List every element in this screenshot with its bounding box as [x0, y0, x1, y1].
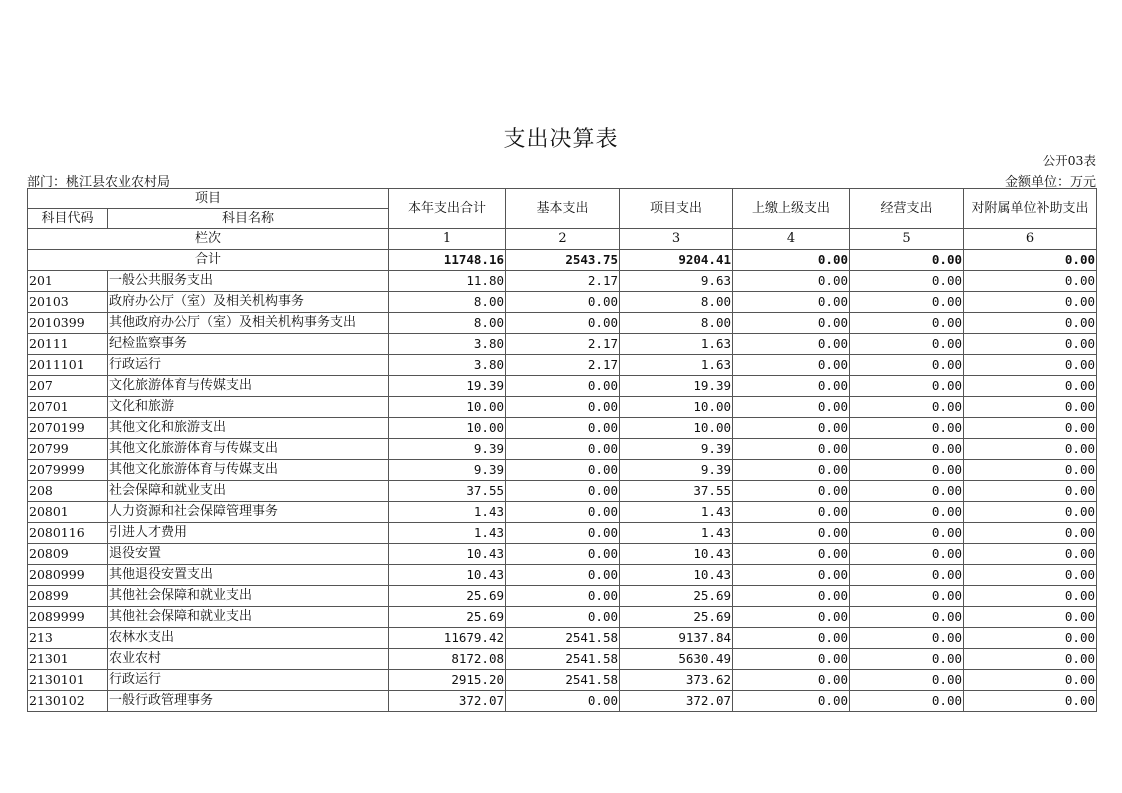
subject-name-cell: 其他政府办公厅（室）及相关机构事务支出	[108, 313, 389, 334]
table-row	[28, 355, 1097, 376]
subject-name-cell: 其他文化旅游体育与传媒支出	[108, 439, 389, 460]
amount-cell: 1.43	[389, 502, 506, 523]
amount-cell: 9.39	[389, 439, 506, 460]
amount-cell: 0.00	[850, 271, 964, 292]
amount-cell: 0.00	[850, 502, 964, 523]
amount-cell: 1.43	[620, 523, 733, 544]
column-index-cell: 5	[850, 229, 964, 250]
table-row	[28, 376, 1097, 397]
amount-cell: 25.69	[389, 586, 506, 607]
amount-cell: 0.00	[506, 418, 620, 439]
page-title: 支出决算表	[503, 127, 619, 152]
amount-cell: 0.00	[964, 313, 1097, 334]
amount-cell: 0.00	[964, 334, 1097, 355]
table-row	[28, 481, 1097, 502]
amount-cell: 3.80	[389, 355, 506, 376]
column-index-row	[28, 229, 1097, 250]
amount-cell: 10.00	[389, 418, 506, 439]
amount-cell: 0.00	[964, 439, 1097, 460]
amount-cell: 0.00	[850, 670, 964, 691]
table-row	[28, 544, 1097, 565]
subject-name-cell: 退役安置	[108, 544, 389, 565]
subject-name-cell: 纪检监察事务	[108, 334, 389, 355]
subject-code-cell: 20103	[28, 292, 108, 313]
amount-cell: 0.00	[733, 439, 850, 460]
subject-name-cell: 人力资源和社会保障管理事务	[108, 502, 389, 523]
form-number: 公开03表	[1042, 153, 1096, 168]
amount-cell: 0.00	[506, 502, 620, 523]
amount-cell: 0.00	[964, 460, 1097, 481]
amount-cell: 0.00	[733, 271, 850, 292]
amount-cell: 0.00	[733, 397, 850, 418]
amount-cell: 0.00	[733, 481, 850, 502]
column-index-label: 栏次	[28, 229, 389, 250]
subject-code-cell: 2011101	[28, 355, 108, 376]
amount-cell: 10.43	[620, 544, 733, 565]
amount-cell: 9.39	[389, 460, 506, 481]
total-cell: 2543.75	[506, 250, 620, 271]
expenditure-table	[27, 188, 1097, 712]
amount-cell: 0.00	[733, 460, 850, 481]
subject-name-cell: 一般行政管理事务	[108, 691, 389, 712]
amount-cell: 2541.58	[506, 649, 620, 670]
amount-cell: 0.00	[850, 544, 964, 565]
subject-code-cell: 20809	[28, 544, 108, 565]
amount-cell: 9137.84	[620, 628, 733, 649]
header-total: 本年支出合计	[389, 189, 506, 229]
subject-code-cell: 2130101	[28, 670, 108, 691]
subject-code-cell: 20899	[28, 586, 108, 607]
amount-cell: 372.07	[389, 691, 506, 712]
table-row	[28, 649, 1097, 670]
amount-cell: 0.00	[506, 439, 620, 460]
unit-label: 金额单位：万元	[1004, 175, 1096, 190]
amount-cell: 8172.08	[389, 649, 506, 670]
subject-code-cell: 2010399	[28, 313, 108, 334]
amount-cell: 10.43	[389, 565, 506, 586]
amount-cell: 0.00	[964, 691, 1097, 712]
amount-cell: 0.00	[506, 544, 620, 565]
amount-cell: 0.00	[964, 481, 1097, 502]
amount-cell: 8.00	[620, 313, 733, 334]
subject-name-cell: 一般公共服务支出	[108, 271, 389, 292]
table-row	[28, 628, 1097, 649]
subject-code-cell: 2080999	[28, 565, 108, 586]
header-basic: 基本支出	[506, 189, 620, 229]
table-row	[28, 271, 1097, 292]
subject-code-cell: 2089999	[28, 607, 108, 628]
amount-cell: 37.55	[389, 481, 506, 502]
total-cell: 0.00	[964, 250, 1097, 271]
amount-cell: 0.00	[506, 313, 620, 334]
amount-cell: 2541.58	[506, 628, 620, 649]
amount-cell: 0.00	[964, 670, 1097, 691]
amount-cell: 10.00	[620, 397, 733, 418]
header-item: 项目	[28, 189, 389, 209]
amount-cell: 25.69	[389, 607, 506, 628]
amount-cell: 0.00	[850, 649, 964, 670]
amount-cell: 0.00	[506, 397, 620, 418]
amount-cell: 0.00	[850, 523, 964, 544]
table-row	[28, 586, 1097, 607]
amount-cell: 0.00	[506, 376, 620, 397]
amount-cell: 0.00	[506, 523, 620, 544]
subject-code-cell: 208	[28, 481, 108, 502]
amount-cell: 10.00	[389, 397, 506, 418]
column-index-cell: 3	[620, 229, 733, 250]
subject-name-cell: 行政运行	[108, 670, 389, 691]
amount-cell: 8.00	[620, 292, 733, 313]
amount-cell: 19.39	[389, 376, 506, 397]
amount-cell: 0.00	[733, 313, 850, 334]
amount-cell: 0.00	[964, 418, 1097, 439]
amount-cell: 0.00	[964, 607, 1097, 628]
subject-code-cell: 2070199	[28, 418, 108, 439]
table-row	[28, 691, 1097, 712]
amount-cell: 0.00	[733, 418, 850, 439]
subject-name-cell: 其他退役安置支出	[108, 565, 389, 586]
subject-code-cell: 2130102	[28, 691, 108, 712]
subject-name-cell: 其他社会保障和就业支出	[108, 607, 389, 628]
amount-cell: 0.00	[506, 481, 620, 502]
table-row	[28, 670, 1097, 691]
amount-cell: 0.00	[850, 565, 964, 586]
department-label: 部门：桃江县农业农村局	[27, 175, 171, 190]
amount-cell: 10.43	[389, 544, 506, 565]
amount-cell: 0.00	[964, 355, 1097, 376]
subject-name-cell: 农林水支出	[108, 628, 389, 649]
amount-cell: 373.62	[620, 670, 733, 691]
amount-cell: 0.00	[850, 313, 964, 334]
amount-cell: 0.00	[850, 376, 964, 397]
subject-code-cell: 201	[28, 271, 108, 292]
amount-cell: 0.00	[964, 271, 1097, 292]
amount-cell: 2.17	[506, 355, 620, 376]
column-index-cell: 2	[506, 229, 620, 250]
total-cell: 11748.16	[389, 250, 506, 271]
table-row	[28, 334, 1097, 355]
amount-cell: 0.00	[506, 607, 620, 628]
subject-code-cell: 20801	[28, 502, 108, 523]
amount-cell: 0.00	[506, 460, 620, 481]
amount-cell: 0.00	[506, 691, 620, 712]
header-name: 科目名称	[108, 209, 389, 229]
amount-cell: 0.00	[733, 586, 850, 607]
amount-cell: 372.07	[620, 691, 733, 712]
table-row	[28, 565, 1097, 586]
amount-cell: 0.00	[964, 586, 1097, 607]
table-row	[28, 439, 1097, 460]
amount-cell: 0.00	[506, 565, 620, 586]
amount-cell: 0.00	[850, 397, 964, 418]
column-index-cell: 6	[964, 229, 1097, 250]
amount-cell: 2915.20	[389, 670, 506, 691]
amount-cell: 1.63	[620, 355, 733, 376]
amount-cell: 0.00	[964, 523, 1097, 544]
amount-cell: 1.63	[620, 334, 733, 355]
amount-cell: 0.00	[850, 481, 964, 502]
total-cell: 0.00	[850, 250, 964, 271]
subject-name-cell: 社会保障和就业支出	[108, 481, 389, 502]
amount-cell: 0.00	[964, 292, 1097, 313]
amount-cell: 37.55	[620, 481, 733, 502]
amount-cell: 9.39	[620, 439, 733, 460]
amount-cell: 0.00	[733, 292, 850, 313]
amount-cell: 2.17	[506, 271, 620, 292]
amount-cell: 2541.58	[506, 670, 620, 691]
amount-cell: 9.63	[620, 271, 733, 292]
amount-cell: 5630.49	[620, 649, 733, 670]
table-row	[28, 397, 1097, 418]
amount-cell: 0.00	[964, 376, 1097, 397]
amount-cell: 9.39	[620, 460, 733, 481]
subject-name-cell: 其他文化和旅游支出	[108, 418, 389, 439]
amount-cell: 11679.42	[389, 628, 506, 649]
amount-cell: 8.00	[389, 292, 506, 313]
subject-code-cell: 21301	[28, 649, 108, 670]
amount-cell: 0.00	[733, 376, 850, 397]
amount-cell: 10.00	[620, 418, 733, 439]
subject-code-cell: 213	[28, 628, 108, 649]
subject-name-cell: 文化和旅游	[108, 397, 389, 418]
table-row	[28, 292, 1097, 313]
amount-cell: 0.00	[850, 628, 964, 649]
amount-cell: 0.00	[733, 691, 850, 712]
subject-name-cell: 文化旅游体育与传媒支出	[108, 376, 389, 397]
table-row	[28, 502, 1097, 523]
amount-cell: 25.69	[620, 607, 733, 628]
amount-cell: 0.00	[964, 502, 1097, 523]
amount-cell: 0.00	[850, 460, 964, 481]
amount-cell: 0.00	[733, 334, 850, 355]
amount-cell: 0.00	[850, 607, 964, 628]
amount-cell: 10.43	[620, 565, 733, 586]
amount-cell: 25.69	[620, 586, 733, 607]
total-cell: 9204.41	[620, 250, 733, 271]
amount-cell: 0.00	[733, 355, 850, 376]
column-index-cell: 4	[733, 229, 850, 250]
subject-code-cell: 207	[28, 376, 108, 397]
amount-cell: 0.00	[850, 334, 964, 355]
amount-cell: 3.80	[389, 334, 506, 355]
table-row	[28, 313, 1097, 334]
amount-cell: 0.00	[850, 691, 964, 712]
amount-cell: 0.00	[733, 628, 850, 649]
subject-name-cell: 政府办公厅（室）及相关机构事务	[108, 292, 389, 313]
subject-code-cell: 2080116	[28, 523, 108, 544]
amount-cell: 0.00	[506, 586, 620, 607]
amount-cell: 8.00	[389, 313, 506, 334]
subject-code-cell: 20701	[28, 397, 108, 418]
header-code: 科目代码	[28, 209, 108, 229]
subject-code-cell: 20799	[28, 439, 108, 460]
amount-cell: 0.00	[733, 607, 850, 628]
amount-cell: 2.17	[506, 334, 620, 355]
header-subsidiary: 对附属单位补助支出	[964, 189, 1097, 229]
subject-code-cell: 20111	[28, 334, 108, 355]
subject-name-cell: 其他文化旅游体育与传媒支出	[108, 460, 389, 481]
subject-name-cell: 引进人才费用	[108, 523, 389, 544]
amount-cell: 0.00	[733, 670, 850, 691]
amount-cell: 0.00	[733, 565, 850, 586]
amount-cell: 1.43	[620, 502, 733, 523]
subject-name-cell: 农业农村	[108, 649, 389, 670]
amount-cell: 0.00	[506, 292, 620, 313]
amount-cell: 0.00	[850, 292, 964, 313]
subject-name-cell: 其他社会保障和就业支出	[108, 586, 389, 607]
amount-cell: 11.80	[389, 271, 506, 292]
total-cell: 0.00	[733, 250, 850, 271]
amount-cell: 0.00	[733, 502, 850, 523]
amount-cell: 0.00	[964, 649, 1097, 670]
amount-cell: 0.00	[733, 523, 850, 544]
table-row	[28, 523, 1097, 544]
table-row	[28, 460, 1097, 481]
amount-cell: 0.00	[733, 544, 850, 565]
amount-cell: 0.00	[964, 565, 1097, 586]
subject-name-cell: 行政运行	[108, 355, 389, 376]
amount-cell: 0.00	[733, 649, 850, 670]
subject-code-cell: 2079999	[28, 460, 108, 481]
total-row	[28, 250, 1097, 271]
amount-cell: 1.43	[389, 523, 506, 544]
amount-cell: 0.00	[850, 439, 964, 460]
amount-cell: 0.00	[850, 355, 964, 376]
table-row	[28, 418, 1097, 439]
table-row	[28, 607, 1097, 628]
amount-cell: 0.00	[964, 544, 1097, 565]
header-project: 项目支出	[620, 189, 733, 229]
amount-cell: 0.00	[850, 418, 964, 439]
amount-cell: 0.00	[850, 586, 964, 607]
amount-cell: 19.39	[620, 376, 733, 397]
amount-cell: 0.00	[964, 397, 1097, 418]
total-label: 合计	[28, 250, 389, 271]
column-index-cell: 1	[389, 229, 506, 250]
amount-cell: 0.00	[964, 628, 1097, 649]
header-business: 经营支出	[850, 189, 964, 229]
header-superior: 上缴上级支出	[733, 189, 850, 229]
